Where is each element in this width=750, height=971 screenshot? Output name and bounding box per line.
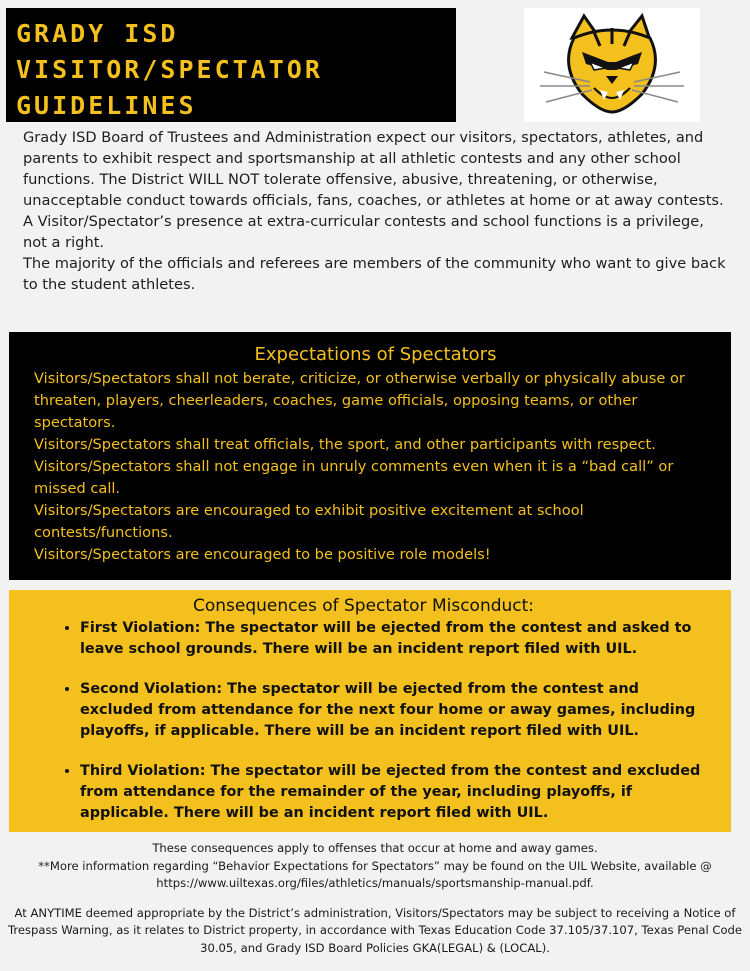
intro-paragraph-2: A Visitor/Spectator’s presence at extra-curricular contests and school functions is a privilege, not a right. (23, 213, 704, 251)
expectation-item-4: Visitors/Spectators are encouraged to exhibit positive excitement at school contests/functions. (34, 502, 584, 541)
title-line-2: VISITOR/SPECTATOR (16, 55, 323, 84)
consequence-item-1: • First Violation: The spectator will be ejected from the contest and asked to leave school grounds. There will be an incident report filed with UIL. (80, 618, 701, 660)
expectations-heading: Expectations of Spectators (254, 344, 497, 365)
expectation-item-1: Visitors/Spectators shall not berate, criticize, or otherwise verbally or physically abuse or threaten, players, cheerleaders, coaches, game officials, opposing teams, or other spectators. (34, 370, 685, 431)
title-line-3: GUIDELINES (16, 91, 197, 120)
expectation-item-5: Visitors/Spectators are encouraged to be positive role models! (34, 546, 491, 563)
consequences-section (9, 590, 731, 832)
consequence-item-3: • Third Violation: The spectator will be ejected from the contest and excluded from attendance for the remainder of the year, including playoffs, if applicable. There will be an incident report filed with UIL. (80, 761, 701, 824)
footer-line-2: **More information regarding “Behavior Expectations for Spectators” may be found on the UIL Website, available @ https://www.uiltexas.org/files/athletics/manuals/sportsmanship-manual.pdf. (38, 858, 712, 891)
consequence-item-2: • Second Violation: The spectator will be ejected from the contest and excluded from attendance for the next four home or away games, including playoffs, if applicable. There will be an incident report filed with UIL. (80, 679, 701, 742)
footer-line-1: These consequences apply to offenses that occur at home and away games. (152, 841, 598, 855)
expectation-item-3: Visitors/Spectators shall not engage in unruly comments even when it is a “bad call” or missed call. (34, 458, 674, 497)
footer-notes (0, 840, 750, 958)
expectation-item-2: Visitors/Spectators shall treat officials, the sport, and other participants with respect. (34, 436, 656, 453)
intro-paragraph-1: Grady ISD Board of Trustees and Administration expect our visitors, spectators, athletes, and parents to exhibit respect and sportsmanship at all athletic contests and any other school functions. The District WILL NOT tolerate offensive, abusive, threatening, or otherwise, unacceptable conduct towards officials, fans, coaches, or athletes at home or at away contests. (23, 129, 724, 209)
footer-line-3: At ANYTIME deemed appropriate by the District’s administration, Visitors/Spectators may be subject to receiving a Notice of Trespass Warning, as it relates to District property, in accordance with Texas Education Code 37.105/37.107, Texas Penal Code 30.05, and Grady ISD Board Policies GKA(LEGAL) & (LOCAL). (7, 905, 743, 955)
intro-section (23, 127, 728, 295)
title-line-1: GRADY ISD (16, 19, 179, 48)
consequences-heading: Consequences of Spectator Misconduct: (193, 596, 535, 616)
expectations-section (9, 332, 731, 580)
intro-paragraph-3: The majority of the officials and referees are members of the community who want to give back to the student athletes. (23, 255, 726, 293)
consequences-list (43, 618, 701, 824)
logo (524, 8, 700, 122)
title-banner (6, 8, 456, 122)
wildcat-mascot-icon (524, 8, 700, 122)
